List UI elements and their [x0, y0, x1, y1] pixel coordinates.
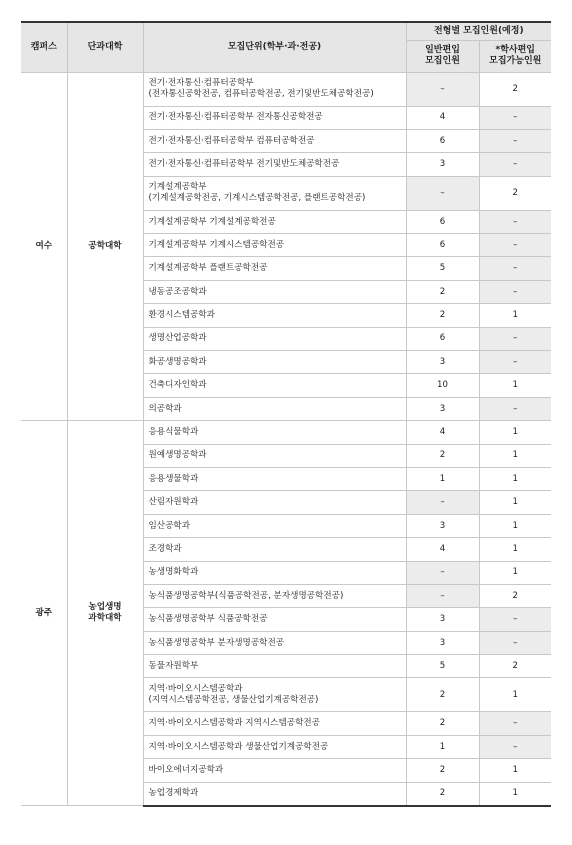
general-quota-cell: 6 — [406, 129, 479, 152]
table-body — [21, 72, 551, 806]
bachelor-quota-cell: 2 — [479, 176, 551, 210]
bachelor-quota-cell: 1 — [479, 304, 551, 327]
general-quota-cell: 2 — [406, 712, 479, 735]
unit-cell — [143, 561, 406, 584]
general-quota-cell: 6 — [406, 210, 479, 233]
bachelor-quota-cell: 2 — [479, 655, 551, 678]
college-cell — [67, 72, 143, 421]
campus-cell: 광주 — [21, 421, 67, 806]
unit-name: 기계설계공학부 기계시스템공학전공 — [148, 239, 285, 250]
bachelor-quota-cell: 2 — [479, 72, 551, 106]
unit-name: 기계설계공학부 플랜트공학전공 — [148, 263, 268, 274]
unit-cell — [143, 374, 406, 397]
header-general-line2: 모집인원 — [425, 56, 460, 66]
bachelor-quota-cell: – — [479, 735, 551, 758]
unit-name: 전기·전자통신·컴퓨터공학부 — [148, 78, 254, 89]
unit-name: 농식품생명공학부 분자생명공학전공 — [148, 637, 285, 648]
general-quota-cell: 10 — [406, 374, 479, 397]
unit-sub: (지역시스템공학전공, 생물산업기계공학전공) — [148, 694, 319, 705]
bachelor-quota-cell: 1 — [479, 782, 551, 805]
college-name: 농업생명 — [88, 602, 122, 613]
header-general-line1: 일반편입 — [425, 44, 460, 55]
unit-cell — [143, 304, 406, 327]
general-quota-cell: 2 — [406, 444, 479, 467]
bachelor-quota-cell: – — [479, 210, 551, 233]
unit-cell — [143, 72, 406, 106]
unit-cell — [143, 327, 406, 350]
unit-sub: (기계설계공학전공, 기계시스템공학전공, 플랜트공학전공) — [148, 193, 366, 204]
unit-cell — [143, 584, 406, 607]
bachelor-quota-cell: – — [479, 129, 551, 152]
admissions-table — [21, 21, 551, 807]
unit-cell — [143, 735, 406, 758]
unit-cell — [143, 129, 406, 152]
unit-name: 농업경제학과 — [148, 788, 199, 799]
bachelor-quota-cell: – — [479, 257, 551, 280]
unit-name: 농식품생명공학부 식품공학전공 — [148, 614, 268, 625]
bachelor-quota-cell: 1 — [479, 538, 551, 561]
bachelor-quota-cell: – — [479, 234, 551, 257]
unit-name: 건축디자인학과 — [148, 380, 207, 391]
unit-cell — [143, 491, 406, 514]
bachelor-quota-cell: – — [479, 351, 551, 374]
unit-name: 기계설계공학부 — [148, 182, 207, 193]
unit-name: 농식품생명공학부(식품공학전공, 분자생명공학전공) — [148, 590, 344, 601]
unit-name: 원예생명공학과 — [148, 450, 207, 461]
bachelor-quota-cell: – — [479, 608, 551, 631]
unit-name: 화공생명공학과 — [148, 356, 207, 367]
unit-name: 임산공학과 — [148, 520, 191, 531]
header-college: 단과대학 — [67, 22, 143, 72]
unit-cell — [143, 280, 406, 303]
bachelor-quota-cell: – — [479, 712, 551, 735]
unit-cell — [143, 608, 406, 631]
header-quota-group: 전형별 모집인원(예정) — [406, 22, 551, 40]
header-campus: 캠퍼스 — [21, 22, 67, 72]
general-quota-cell: 5 — [406, 655, 479, 678]
bachelor-quota-cell: – — [479, 106, 551, 129]
campus-cell: 여수 — [21, 72, 67, 421]
general-quota-cell: 4 — [406, 538, 479, 561]
unit-cell — [143, 153, 406, 176]
unit-cell — [143, 655, 406, 678]
unit-cell — [143, 444, 406, 467]
unit-cell — [143, 538, 406, 561]
bachelor-quota-cell: 1 — [479, 444, 551, 467]
general-quota-cell: – — [406, 584, 479, 607]
bachelor-quota-cell: – — [479, 631, 551, 654]
unit-name: 조경학과 — [148, 543, 182, 554]
unit-name: 농생명화학과 — [148, 567, 199, 578]
general-quota-cell: 4 — [406, 421, 479, 444]
general-quota-cell: 1 — [406, 467, 479, 490]
bachelor-quota-cell: 1 — [479, 374, 551, 397]
bachelor-quota-cell: – — [479, 397, 551, 420]
header-unit: 모집단위(학부·과·전공) — [143, 22, 406, 72]
unit-name: 바이오에너지공학과 — [148, 765, 224, 776]
header-bachelor-line1: *학사편입 — [495, 44, 535, 55]
unit-cell — [143, 421, 406, 444]
general-quota-cell: 3 — [406, 514, 479, 537]
bachelor-quota-cell: 1 — [479, 514, 551, 537]
general-quota-cell: 2 — [406, 782, 479, 805]
general-quota-cell: 3 — [406, 153, 479, 176]
unit-cell — [143, 210, 406, 233]
general-quota-cell: 6 — [406, 327, 479, 350]
bachelor-quota-cell: – — [479, 327, 551, 350]
bachelor-quota-cell: 1 — [479, 421, 551, 444]
general-quota-cell: 5 — [406, 257, 479, 280]
general-quota-cell: 3 — [406, 397, 479, 420]
unit-cell — [143, 678, 406, 712]
unit-cell — [143, 467, 406, 490]
bachelor-quota-cell: 2 — [479, 584, 551, 607]
bachelor-quota-cell: – — [479, 280, 551, 303]
unit-name: 지역·바이오시스템공학과 지역시스템공학전공 — [148, 718, 320, 729]
general-quota-cell: 2 — [406, 678, 479, 712]
unit-name: 냉동공조공학과 — [148, 286, 207, 297]
general-quota-cell: – — [406, 561, 479, 584]
unit-name: 산림자원학과 — [148, 497, 199, 508]
unit-cell — [143, 782, 406, 805]
unit-cell — [143, 234, 406, 257]
unit-name: 의공학과 — [148, 403, 182, 414]
header-general-transfer — [406, 40, 479, 72]
general-quota-cell: 3 — [406, 631, 479, 654]
bachelor-quota-cell: 1 — [479, 467, 551, 490]
unit-name: 동물자원학부 — [148, 660, 199, 671]
unit-cell — [143, 514, 406, 537]
table-row — [21, 421, 551, 444]
college-name: 공학대학 — [88, 240, 122, 251]
unit-cell — [143, 351, 406, 374]
table-row — [21, 72, 551, 106]
unit-name: 생명산업공학과 — [148, 333, 207, 344]
general-quota-cell: – — [406, 491, 479, 514]
general-quota-cell: 2 — [406, 280, 479, 303]
unit-name: 전기·전자통신·컴퓨터공학부 전자통신공학전공 — [148, 112, 323, 123]
general-quota-cell: 6 — [406, 234, 479, 257]
unit-cell — [143, 397, 406, 420]
bachelor-quota-cell: 1 — [479, 759, 551, 782]
unit-name: 환경시스템공학과 — [148, 310, 215, 321]
unit-name: 지역·바이오시스템공학과 — [148, 684, 243, 695]
table-header — [21, 22, 551, 72]
unit-name: 지역·바이오시스템공학과 생물산업기계공학전공 — [148, 741, 329, 752]
header-bachelor-transfer — [479, 40, 551, 72]
general-quota-cell: – — [406, 176, 479, 210]
college-name-line2: 과학대학 — [88, 613, 122, 624]
unit-cell — [143, 712, 406, 735]
unit-cell — [143, 106, 406, 129]
unit-cell — [143, 759, 406, 782]
unit-name: 전기·전자통신·컴퓨터공학부 컴퓨터공학전공 — [148, 135, 315, 146]
general-quota-cell: 3 — [406, 608, 479, 631]
unit-sub: (전자통신공학전공, 컴퓨터공학전공, 전기및반도체공학전공) — [148, 89, 374, 99]
bachelor-quota-cell: 1 — [479, 491, 551, 514]
general-quota-cell: – — [406, 72, 479, 106]
bachelor-quota-cell: 1 — [479, 678, 551, 712]
college-cell — [67, 421, 143, 806]
general-quota-cell: 3 — [406, 351, 479, 374]
unit-name: 기계설계공학부 기계설계공학전공 — [148, 216, 276, 227]
general-quota-cell: 4 — [406, 106, 479, 129]
unit-cell — [143, 631, 406, 654]
bachelor-quota-cell: – — [479, 153, 551, 176]
unit-name: 응용생물학과 — [148, 473, 199, 484]
general-quota-cell: 1 — [406, 735, 479, 758]
unit-name: 전기·전자통신·컴퓨터공학부 전기및반도체공학전공 — [148, 159, 340, 170]
unit-cell — [143, 176, 406, 210]
unit-name: 응용식물학과 — [148, 427, 199, 438]
general-quota-cell: 2 — [406, 304, 479, 327]
header-bachelor-line2: 모집가능인원 — [489, 56, 542, 66]
general-quota-cell: 2 — [406, 759, 479, 782]
bachelor-quota-cell: 1 — [479, 561, 551, 584]
unit-cell — [143, 257, 406, 280]
